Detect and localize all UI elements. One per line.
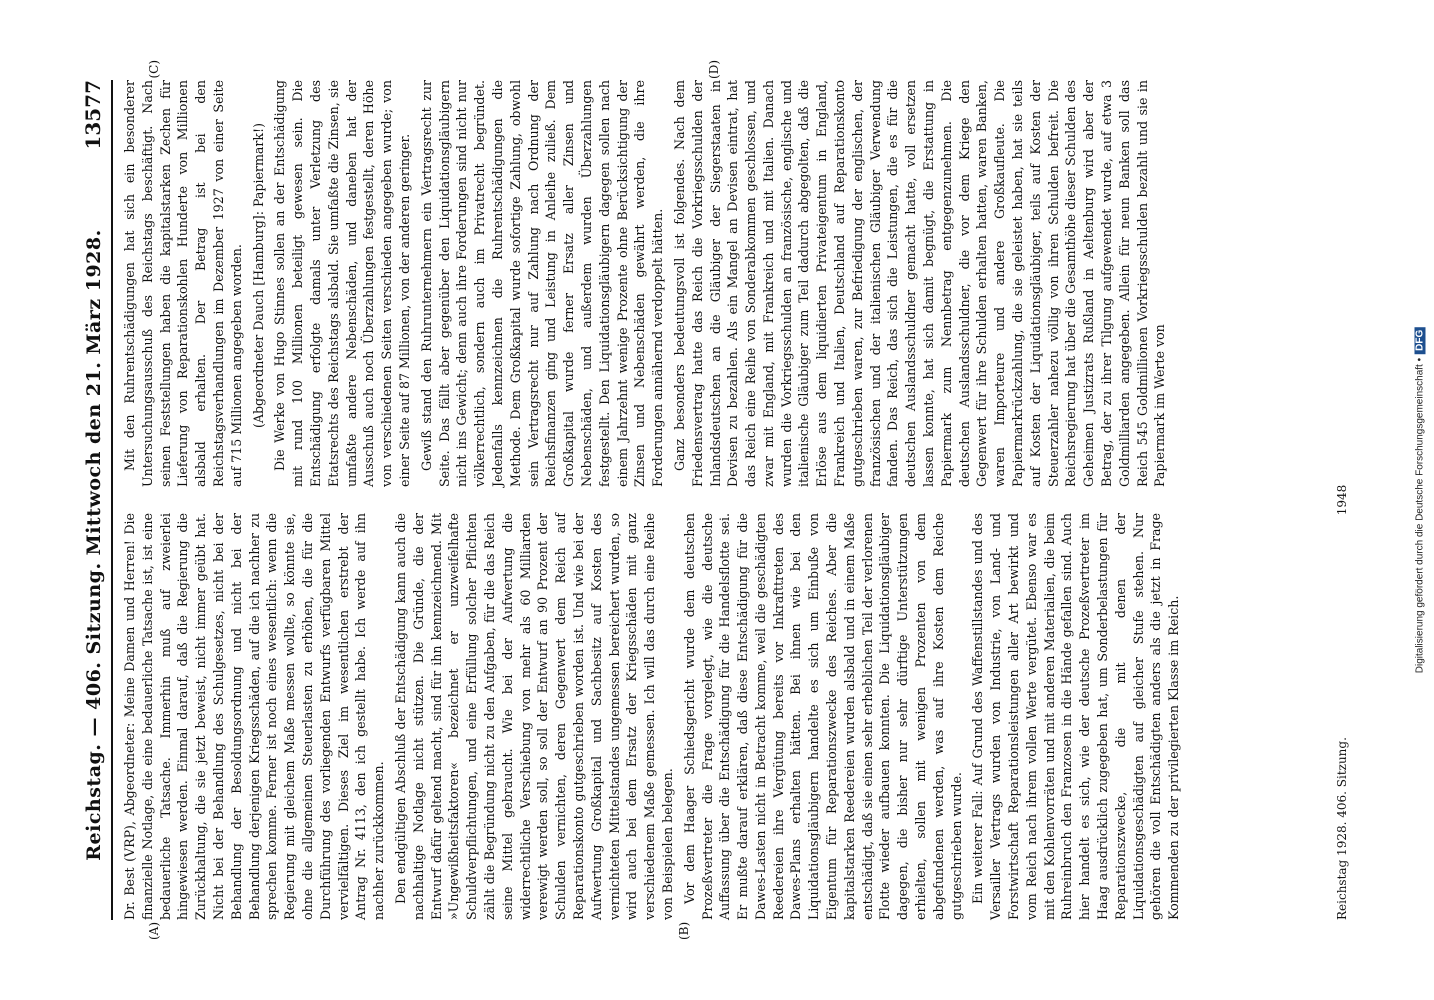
interjection: (Abgeordneter Dauch [Hamburg]: Papiermark!) (250, 122, 266, 429)
page-number: 13577 (81, 80, 105, 150)
left-column (121, 513, 1187, 920)
section-marker-a: (A) (147, 921, 161, 940)
paragraph: Gewiß stand den Ruhrunternehmern ein Vertragsrecht zur Seite. Das fällt aber gegenüber den Liquidationsgläubigern nicht ins Gewicht; denn auch ihre Forderungen sind nicht nur völkerrechtlich, sondern auch im Privatrecht begründet. Jedenfalls kennzeichnen die Ruhrentschädigungen die Methode. Dem Großkapital wurde sofortige Zahlung, obwohl sein Vertragsrecht nur auf Zahlung nach Ordnung der Reichsfinanzen ging und Leistung in Anleihe zuließ. Dem Großkapital wurde ferner Ersatz aller Zinsen und Nebenschäden, und außerdem wurden Überzahlungen festgestellt. Den Liquidationsgläubigern dagegen sollen nach einem Jahrzehnt wenige Prozente ohne Berücksichtigung der Zinsen und Nebenschäden gewährt werden, die ihre Forderungen annähernd verdoppelt hätten. (418, 80, 666, 487)
section-marker-d: (D) (707, 60, 721, 79)
page-footer (1335, 80, 1349, 920)
paragraph: Ein weiterer Fall: Auf Grund des Waffenstillstandes und des Versailler Vertrags wurden von Industrie, von Land- und Forstwirtschaft Reparationsleistungen aller Art bewirkt und vom Reich nach ihrem vollen Werte vergütet. Ebenso war es mit den Kohlenvorräten und mit anderen Materialien, die beim Ruhreinbruch den Franzosen in die Hände gefallen sind. Auch hier handelt es sich, wie der deutsche Prozeßvertreter im Haag ausdrücklich zugegeben hat, um Sonderbelastungen für Reparationszwecke, die mit denen der Liquidationsgeschädigten auf gleicher Stufe stehen. Nur gehören die voll Entschädigten anders als die jetzt in Frage Kommenden zu der privilegierten Klasse im Reich. (970, 513, 1182, 920)
footer-spacer (1335, 80, 1349, 360)
paragraph: Die Werke von Hugo Stinnes sollen an der Entschädigung mit rund 100 Millionen beteiligt gewesen sein. Die Entschädigung erfolgte damals unter Verletzung des Etatsrechts des Reichstags alsbald. Sie umfaßte die Zinsen, sie umfaßte andere Nebenschäden, und daneben hat der Ausschuß auch noch Überzahlungen festgestellt, deren Höhe von verschiedenen Seiten verschieden angegeben wurde; von einer Seite auf 87 Millionen, von der anderen geringer. (272, 80, 412, 487)
paragraph: Den endgültigen Abschluß der Entschädigung kann auch die nachhaltige Notlage nicht stützen. Die Gründe, die der Entwurf dafür geltend macht, sind für ihn kennzeichnend. Mit »Ungewißheitsfaktoren« bezeichnet er unzweifelhafte Schuldverpflichtungen, und eine Erfüllung solcher Pflichten zählt die Begründung nicht zu den Aufgaben, für die das Reich seine Mittel gebraucht. Wie bei der Aufwertung die widerrechtliche Verschiebung von mehr als 60 Milliarden verewigt werden soll, so soll der Entwurf an 90 Prozent der Schulden vernichten, deren Gegenwert dem Reich auf Reparationskonto gutgeschrieben worden ist. Und wie bei der Aufwertung Großkapital und Sachbesitz auf Kosten des vernichteten Mittelstandes ungemessen bereichert wurden, so wird auch bei dem Ersatz der Kriegsschäden mit ganz verschiedenem Maße gemessen. Ich will das durch eine Reihe von Beispielen belegen. (392, 513, 675, 920)
paragraph: Ganz besonders bedeutungsvoll ist folgendes. Nach dem Friedensvertrag hatte das Reich die Vorkriegsschulden der Inlandsdeutschen an die Gläubiger der Siegerstaaten in Devisen zu bezahlen. Als ein Mangel an Devisen eintrat, hat das Reich eine Reihe von Sonderabkommen geschlossen, und zwar mit England, mit Frankreich und mit Italien. Danach wurden die Vorkriegsschulden an französische, englische und italienische Gläubiger zum Teil dadurch abgegolten, daß die Erlöse aus dem liquidierten Privateigentum in England, Frankreich und Italien, Deutschland auf Reparationskonto gutgeschrieben waren, zur Befriedigung der englischen, der französischen und der italienischen Gläubiger Verwendung fanden. Das Reich, das sich die Leistungen, die es für die deutschen Auslandsschuldner gemacht hatte, voll ersetzen lassen konnte, hat sich damit begnügt, die Erstattung in Papiermark zum Nennbetrag entgegenzunehmen. Die deutschen Auslandsschuldner, die vor dem Kriege den Gegenwert für ihre Schulden erhalten hatten, waren Banken, waren Importeure und andere Großkaufleute. Die Papiermarkrückzahlung, die sie geleistet haben, hat sie teils auf Kosten der Liquidationsgläubiger, teils auf Kosten der Steuerzahler nahezu völlig von ihren Schulden befreit. Die Reichsregierung hat über die Gesamthöhe dieser Schulden des Geheimen Justizrats Rußland in Aeltenburg wird aber der Betrag, der zu ihrer Tilgung aufgewendet wurde, auf etwa 3 Goldmilliarden angegeben. Allein für neun Banken soll das Reich 545 Goldmillionen Vorkriegsschulden bezahlt und sie in Papiermark im Werte von (671, 80, 1168, 487)
paragraph: Dr. Best (VRP), Abgeordneter: Meine Damen und Herren! Die finanzielle Notlage, die eine bedauerliche Tatsache ist, ist eine bedauerliche Tatsache. Immerhin muß auf zweierlei hingewiesen werden. Einmal darauf, daß die Regierung die Zurückhaltung, die sie jetzt beweist, nicht immer geübt hat. Nicht bei der Behandlung des Schulgesetzes, nicht bei der Behandlung der Besoldungsordnung und nicht bei der Behandlung derjenigen Kriegsschäden, auf die ich nachher zu sprechen komme. Ferner ist noch eines wesentlich: wenn die Regierung mit gleichem Maße messen wollte, so könnte sie, ohne die allgemeinen Steuerlasten zu erhöhen, die für die Durchführung des vorliegenden Entwurfs verfügbaren Mittel vervielfältigen. Dieses Ziel im wesentlichen erstrebt der Antrag Nr. 4113, den ich gestellt habe. Ich werde auf ihn nachher zurückkommen. (122, 513, 387, 920)
credit-text: Digitalisierung gefördert durch die Deutsche Forschungsgemeinschaft • (1414, 357, 1426, 674)
page-header (81, 80, 113, 920)
paragraph: Mit den Ruhrentschädigungen hat sich ein besonderer Untersuchungsausschuß des Reichstags beschäftigt. Nach seinen Feststellungen haben die kapitalstarken Zechen für Lieferung von Reparationskohlen Hunderte von Millionen alsbald erhalten. Der Betrag ist bei den Reichstagsverhandlungen im Dezember 1927 von einer Seite auf 715 Millionen angegeben worden. (122, 80, 244, 487)
right-column (121, 80, 1187, 487)
paragraph: Vor dem Haager Schiedsgericht wurde dem deutschen Prozeßvertreter die Frage vorgelegt, wie die deutsche Auffassung über die Entschädigung für die Handelsflotte sei. Er mußte darauf erklären, daß diese Entschädigung für die Dawes-Lasten nicht in Betracht komme, weil die geschädigten Reedereien ihre Vergütung bereits vor Inkrafttreten des Dawes-Plans erhalten hätten. Bei ihnen wie bei den Liquidationsgläubigern handelte es sich um Einbuße von Eigentum für Reparationszwecke des Reiches. Aber die kapitalstarken Reedereien wurden alsbald und in einem Maße entschädigt, daß sie einen sehr erheblichen Teil der verlorenen Flotte wieder aufbauen konnten. Die Liquidationsgläubiger dagegen, die bisher nur sehr dürftige Unterstützungen erhielten, sollen mit wenigen Prozenten von dem abgefundenen werden, was auf ihre Kosten dem Reiche gutgeschrieben wurde. (681, 513, 964, 920)
document-page (67, 60, 1367, 940)
digitization-credit (1415, 327, 1426, 673)
dfg-logo: DFG (1415, 327, 1426, 354)
footer-source: Reichstag 1928. 406. Sitzung. (1335, 737, 1349, 920)
page-title: Reichstag. — 406. Sitzung. Mittwoch den 21. März 1928. (83, 229, 105, 861)
section-marker-b: (B) (677, 921, 691, 940)
footer-page-number: 1948 (1335, 484, 1349, 516)
text-columns (121, 80, 1187, 920)
section-marker-c: (C) (147, 60, 161, 79)
